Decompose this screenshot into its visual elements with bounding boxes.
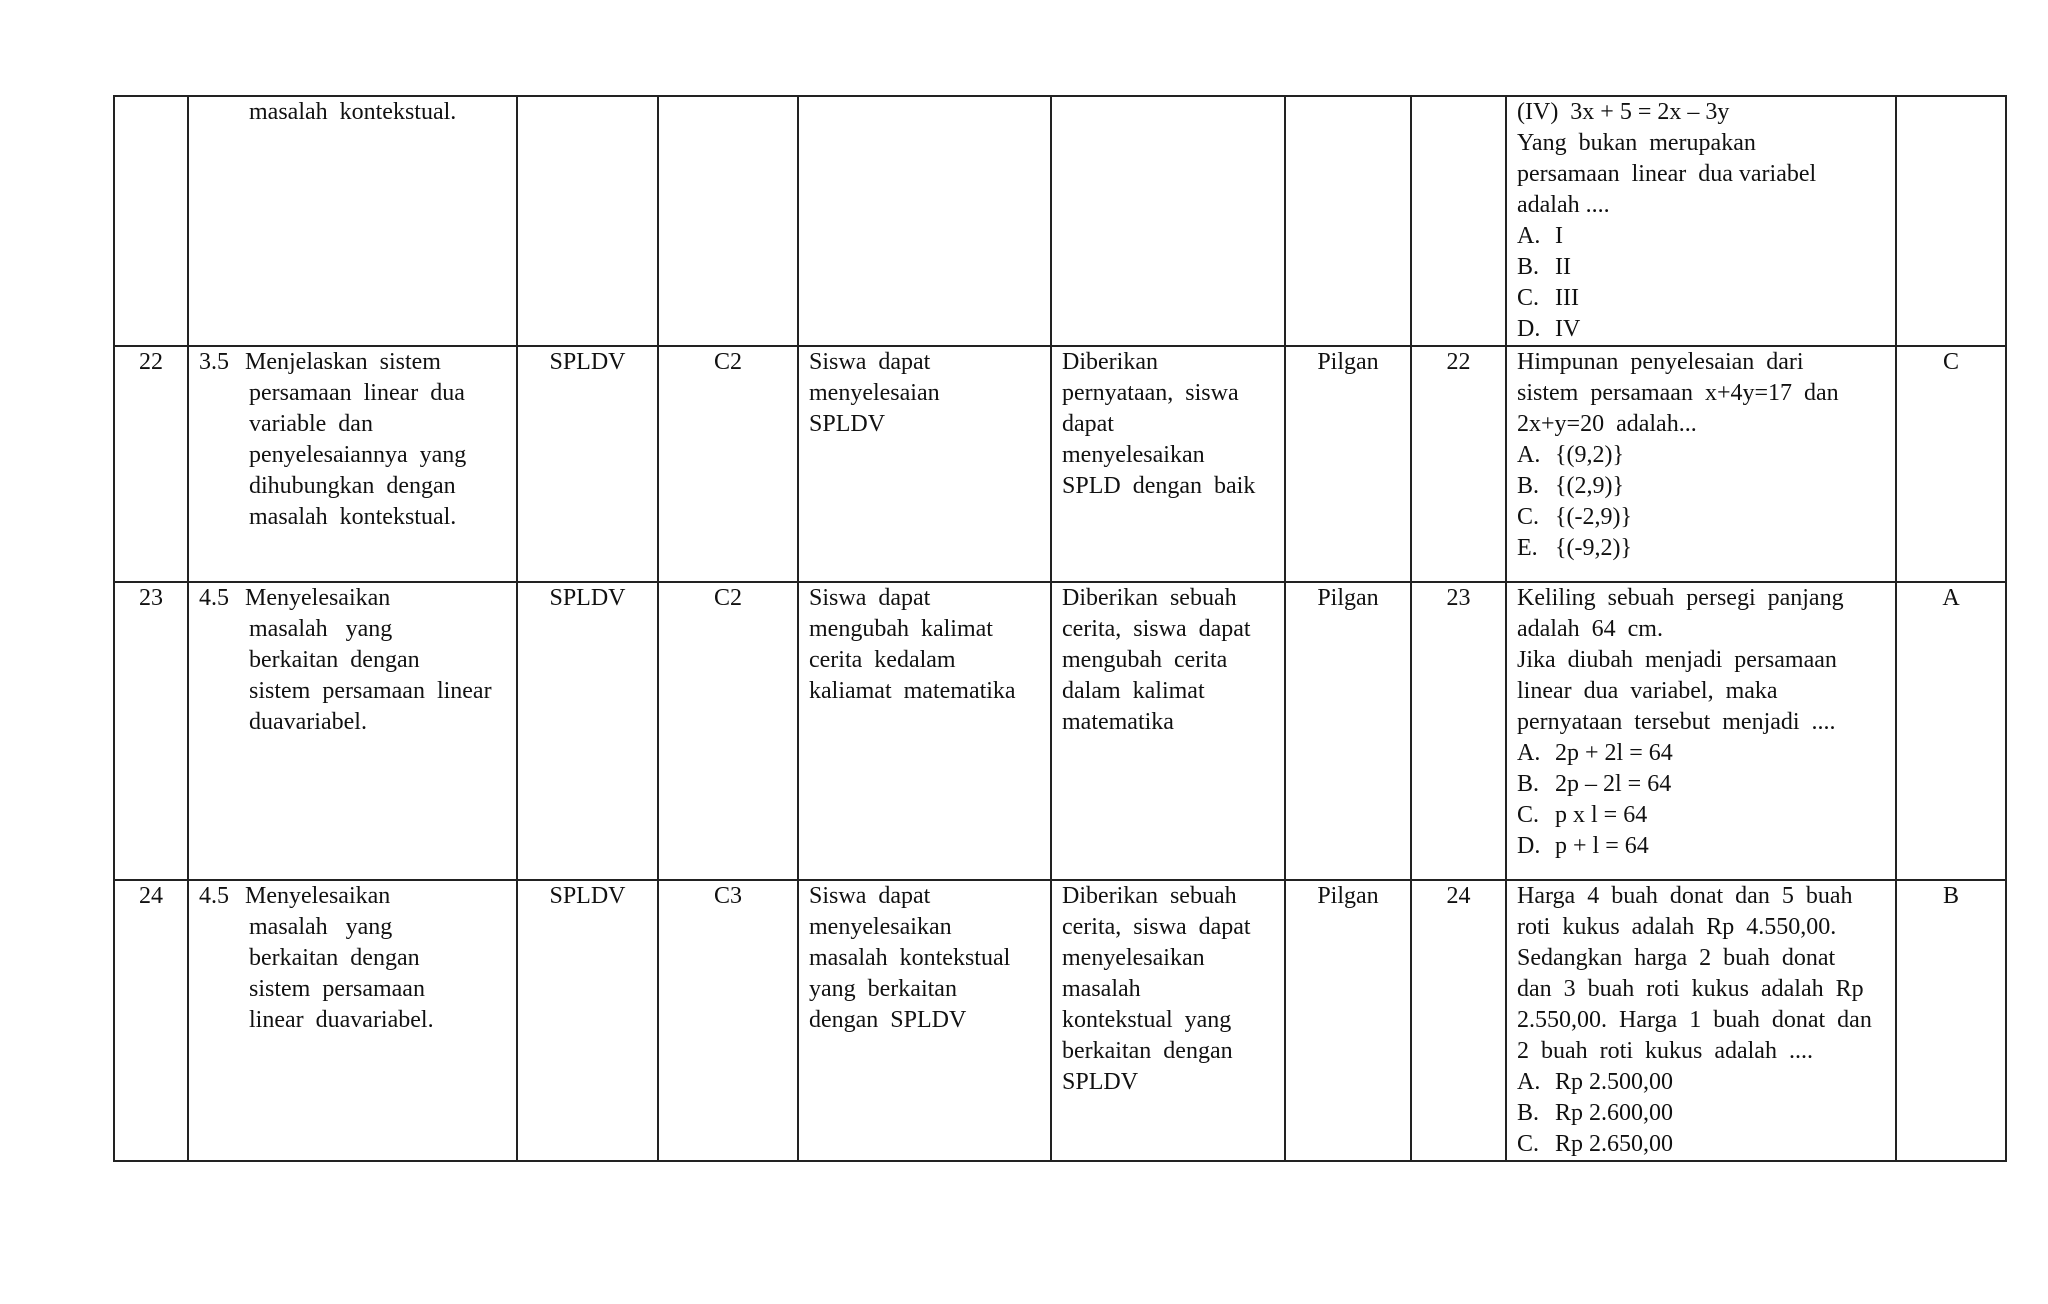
option-text: p x l = 64 [1555,802,1648,828]
indikator-materi-line: cerita kedalam [809,647,956,673]
kd-text-line: penyelesaiannya yang [249,442,467,468]
kd-text-line: linear duavariabel. [249,1007,434,1033]
cell-indikator-materi [798,346,1051,582]
answer-option [1517,502,1885,533]
cell-soal [1506,96,1896,346]
indikator-materi-line: masalah kontekstual [809,945,1011,971]
soal-line: linear dua variabel, maka [1517,678,1778,704]
option-text: I [1555,223,1563,249]
answer-option [1517,738,1885,769]
indikator-soal-line: Diberikan sebuah [1062,585,1237,611]
cell-soal [1506,880,1896,1161]
soal-line: adalah 64 cm. [1517,616,1663,642]
kd-first-text: Menyelesaikan [245,883,391,909]
soal-line: dan 3 buah roti kukus adalah Rp [1517,976,1864,1002]
cell-kunci: A [1896,582,2006,880]
soal-line: sistem persamaan x+4y=17 dan [1517,380,1839,406]
option-text: 2p + 2l = 64 [1555,740,1673,766]
option-text: Rp 2.500,00 [1555,1069,1674,1095]
cell-indikator-soal [1051,880,1285,1161]
answer-option [1517,1098,1885,1129]
table-row [114,880,2006,1161]
cell-kunci: B [1896,880,2006,1161]
option-letter: B. [1517,1100,1540,1126]
indikator-materi-line: kaliamat matematika [809,678,1016,704]
cell-no: 22 [114,346,188,582]
cell-indikator-soal [1051,96,1285,346]
option-text: {(-9,2)} [1555,535,1633,561]
indikator-materi-line: Siswa dapat [809,883,931,909]
indikator-materi-line: SPLDV [809,411,886,437]
kd-first-line [199,347,506,378]
kd-text-line: berkaitan dengan [249,647,420,673]
kd-code: 3.5 [199,349,229,375]
soal-line: 2.550,00. Harga 1 buah donat dan [1517,1007,1872,1033]
answer-option [1517,314,1885,345]
option-letter: C. [1517,504,1540,530]
answer-option [1517,533,1885,564]
cell-level: C3 [658,880,798,1161]
soal-line: adalah .... [1517,192,1610,218]
indikator-materi-line: mengubah kalimat [809,616,993,642]
indikator-materi-line: Siswa dapat [809,349,931,375]
cell-indikator-soal [1051,346,1285,582]
answer-option [1517,252,1885,283]
cell-materi: SPLDV [517,346,658,582]
option-text: 2p – 2l = 64 [1555,771,1672,797]
indikator-soal-line: SPLD dengan baik [1062,473,1256,499]
cell-indikator-materi [798,96,1051,346]
option-letter: C. [1517,1131,1540,1157]
option-letter: B. [1517,473,1540,499]
kd-text-line: berkaitan dengan [249,945,420,971]
cell-kompetensi-dasar [188,582,517,880]
kd-text-line: duavariabel. [249,709,367,735]
cell-kompetensi-dasar [188,346,517,582]
soal-line: Jika diubah menjadi persamaan [1517,647,1837,673]
soal-line: Himpunan penyelesaian dari [1517,349,1804,375]
table-body [114,96,2006,1161]
cell-materi: SPLDV [517,880,658,1161]
cell-soal [1506,346,1896,582]
indikator-materi-line: menyelesaian [809,380,940,406]
option-letter: A. [1517,223,1541,249]
indikator-soal-line: pernyataan, siswa [1062,380,1239,406]
answer-option [1517,1067,1885,1098]
option-text: {(9,2)} [1555,442,1625,468]
option-text: III [1555,285,1579,311]
cell-no-soal: 24 [1411,880,1506,1161]
option-letter: D. [1517,833,1541,859]
table-row [114,582,2006,880]
kd-first-text: Menjelaskan sistem [245,349,441,375]
soal-line: 2x+y=20 adalah... [1517,411,1697,437]
table-row [114,346,2006,582]
cell-kunci: C [1896,346,2006,582]
cell-kompetensi-dasar [188,880,517,1161]
cell-bentuk-soal [1285,96,1411,346]
indikator-soal-line: mengubah cerita [1062,647,1228,673]
cell-bentuk-soal: Pilgan [1285,582,1411,880]
soal-line: Sedangkan harga 2 buah donat [1517,945,1836,971]
kd-text-line: sistem persamaan [249,976,425,1002]
option-text: II [1555,254,1571,280]
indikator-materi-line: menyelesaikan [809,914,952,940]
indikator-soal-line: menyelesaikan [1062,945,1205,971]
indikator-soal-line: SPLDV [1062,1069,1139,1095]
option-letter: A. [1517,1069,1541,1095]
cell-kompetensi-dasar [188,96,517,346]
indikator-soal-line: cerita, siswa dapat [1062,914,1251,940]
indikator-materi-line: dengan SPLDV [809,1007,967,1033]
cell-indikator-materi [798,880,1051,1161]
cell-soal [1506,582,1896,880]
cell-no: 23 [114,582,188,880]
kd-first-line [199,881,506,912]
indikator-soal-line: cerita, siswa dapat [1062,616,1251,642]
option-text: {(-2,9)} [1555,504,1633,530]
cell-level: C2 [658,346,798,582]
kd-text-line: masalah kontekstual. [249,504,457,530]
answer-option [1517,221,1885,252]
indikator-soal-line: dapat [1062,411,1114,437]
indikator-soal-line: berkaitan dengan [1062,1038,1233,1064]
cell-no: 24 [114,880,188,1161]
kd-text-line: masalah yang [249,914,393,940]
kd-text-line: variable dan [249,411,373,437]
cell-level: C2 [658,582,798,880]
option-letter: E. [1517,535,1538,561]
kd-text-line: dihubungkan dengan [249,473,456,499]
option-letter: A. [1517,442,1541,468]
option-letter: B. [1517,771,1540,797]
soal-line: roti kukus adalah Rp 4.550,00. [1517,914,1837,940]
option-letter: C. [1517,802,1540,828]
indikator-soal-line: dalam kalimat [1062,678,1205,704]
soal-line: 2 buah roti kukus adalah .... [1517,1038,1813,1064]
cell-no-soal: 23 [1411,582,1506,880]
option-letter: C. [1517,285,1540,311]
table-row [114,96,2006,346]
answer-option [1517,800,1885,831]
cell-no-soal: 22 [1411,346,1506,582]
indikator-soal-line: masalah [1062,976,1141,1002]
cell-materi: SPLDV [517,582,658,880]
option-text: Rp 2.600,00 [1555,1100,1674,1126]
option-text: IV [1555,316,1581,342]
answer-option [1517,440,1885,471]
cell-no [114,96,188,346]
kd-text-line: masalah yang [249,616,393,642]
soal-line: persamaan linear dua variabel [1517,161,1817,187]
cell-indikator-soal [1051,582,1285,880]
kisi-kisi-table [113,95,2007,1162]
kd-text-line: masalah kontekstual. [249,99,457,125]
kd-text-line: sistem persamaan linear [249,678,492,704]
soal-line: Keliling sebuah persegi panjang [1517,585,1844,611]
answer-option [1517,1129,1885,1160]
cell-level [658,96,798,346]
answer-option [1517,471,1885,502]
kd-code: 4.5 [199,585,229,611]
answer-option [1517,283,1885,314]
option-text: Rp 2.650,00 [1555,1131,1674,1157]
option-text: p + l = 64 [1555,833,1649,859]
cell-no-soal [1411,96,1506,346]
indikator-materi-line: Siswa dapat [809,585,931,611]
cell-bentuk-soal: Pilgan [1285,880,1411,1161]
indikator-soal-line: Diberikan sebuah [1062,883,1237,909]
cell-materi [517,96,658,346]
indikator-soal-line: matematika [1062,709,1174,735]
kd-text-line: persamaan linear dua [249,380,465,406]
indikator-soal-line: kontekstual yang [1062,1007,1232,1033]
option-letter: D. [1517,316,1541,342]
cell-kunci [1896,96,2006,346]
option-text: {(2,9)} [1555,473,1625,499]
option-letter: B. [1517,254,1540,280]
option-letter: A. [1517,740,1541,766]
kd-code: 4.5 [199,883,229,909]
kd-first-line [199,583,506,614]
soal-line: Harga 4 buah donat dan 5 buah [1517,883,1853,909]
kd-first-text: Menyelesaikan [245,585,391,611]
soal-line: pernyataan tersebut menjadi .... [1517,709,1836,735]
soal-line: Yang bukan merupakan [1517,130,1756,156]
cell-bentuk-soal: Pilgan [1285,346,1411,582]
indikator-materi-line: yang berkaitan [809,976,957,1002]
indikator-soal-line: Diberikan [1062,349,1158,375]
answer-option [1517,831,1885,862]
indikator-soal-line: menyelesaikan [1062,442,1205,468]
answer-option [1517,769,1885,800]
soal-line: (IV) 3x + 5 = 2x – 3y [1517,99,1730,125]
cell-indikator-materi [798,582,1051,880]
